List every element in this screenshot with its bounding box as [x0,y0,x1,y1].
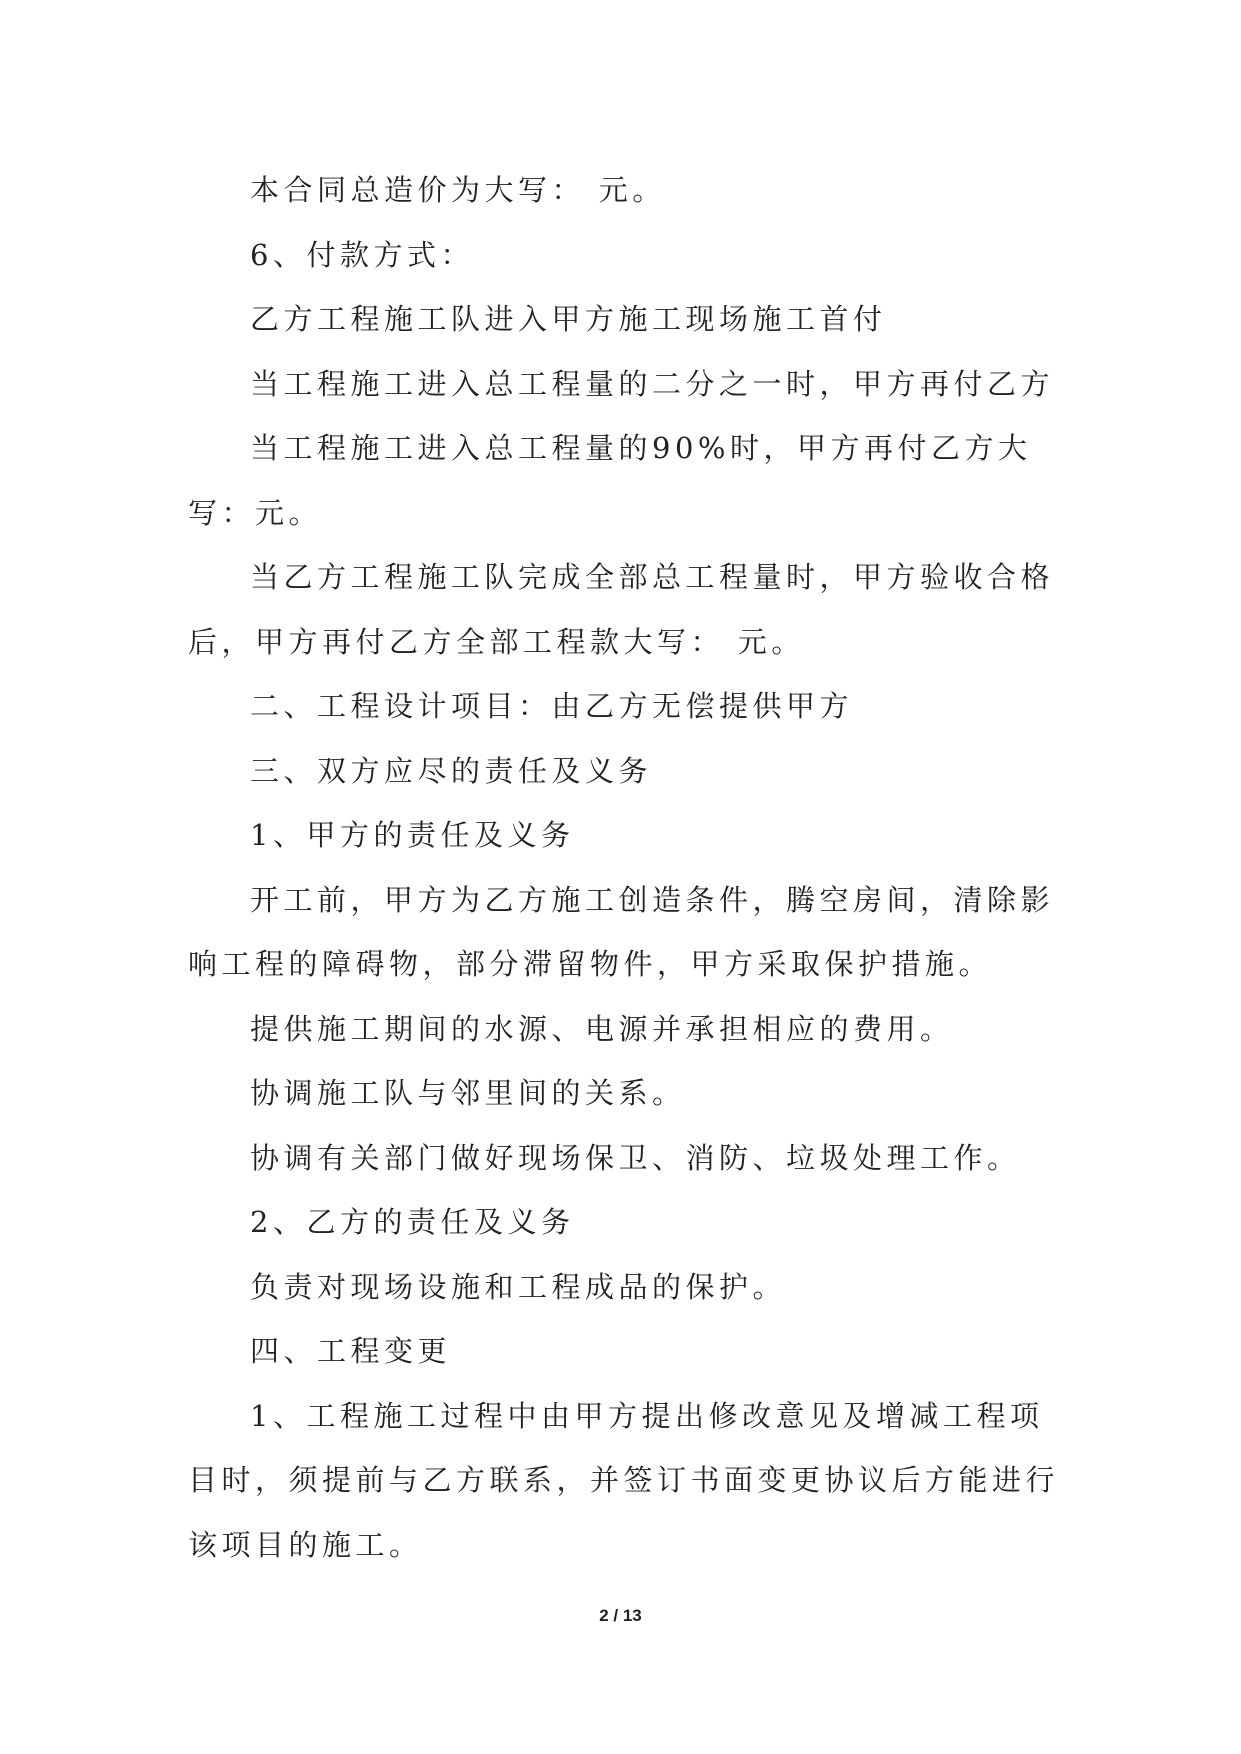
paragraph-change-process: 1、工程施工过程中由甲方提出修改意见及增减工程项目时，须提前与乙方联系，并签订书面变更协议后方能进行该项目的施工。 [188,1398,1060,1562]
paragraph-water-power: 提供施工期间的水源、电源并承担相应的费用。 [250,1011,954,1046]
paragraph-protection: 负责对现场设施和工程成品的保护。 [250,1269,787,1304]
paragraph-payment-method: 6、付款方式： [250,237,474,272]
section-heading-design: 二、工程设计项目：由乙方无偿提供甲方 [250,689,854,723]
subheading-party-a: 1、甲方的责任及义务 [250,818,575,852]
paragraph-half-payment: 当工程施工进入总工程量的二分之一时，甲方再付乙方 [250,366,1055,401]
paragraph-neighbors: 协调施工队与邻里间的关系。 [250,1076,686,1110]
paragraph-first-payment: 乙方工程施工队进入甲方施工现场施工首付 [250,302,887,336]
paragraph-ninety-percent-payment: 当工程施工进入总工程量的90%时，甲方再付乙方大写：元。 [188,431,1032,530]
paragraph-final-payment: 当乙方工程施工队完成全部总工程量时，甲方验收合格后，甲方再付乙方全部工程款大写： 元。 [188,560,1055,659]
page-number: 2 / 13 [599,1606,642,1625]
paragraph-total-price: 本合同总造价为大写： 元。 [250,173,666,207]
document-body [188,158,1068,1577]
paragraph-departments: 协调有关部门做好现场保卫、消防、垃圾处理工作。 [250,1140,1021,1175]
subheading-party-b: 2、乙方的责任及义务 [250,1205,575,1239]
section-heading-responsibilities: 三、双方应尽的责任及义务 [250,753,653,788]
section-heading-changes: 四、工程变更 [250,1334,452,1368]
paragraph-before-construction: 开工前，甲方为乙方施工创造条件，腾空房间，清除影响工程的障碍物，部分滞留物件，甲方采取保护措施。 [188,882,1055,981]
